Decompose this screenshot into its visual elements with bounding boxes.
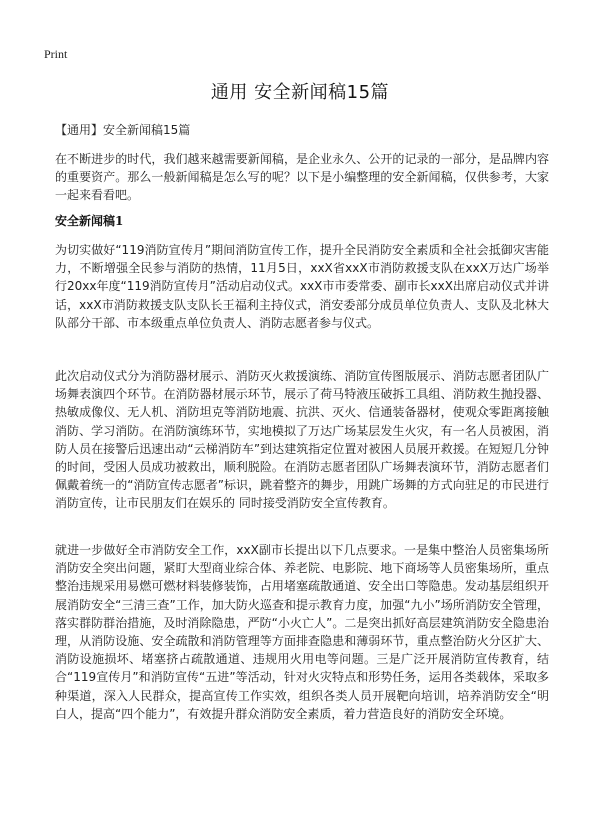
intro-paragraph: 在不断进步的时代，我们越来越需要新闻稿，是企业永久、公开的记录的一部分，是品牌内容的重要资产。那么一般新闻稿是怎么写的呢？以下是小编整理的安全新闻稿，仅供参考，大家一起来看看吧。 [55,152,549,203]
page-title: 通用 安全新闻稿15篇 [210,82,390,103]
body-paragraph-1: 为切实做好“119消防宣传月”期间消防宣传工作，提升全民消防安全素质和全社会抵御灾害能力，不断增强全民参与消防的热情，11月5日，xxX省xxX市消防救援支队在xxX万达广场举行20xx年度“119消防宣传月”活动启动仪式。xxX市市委常委、副市长xxX出席启动仪式并讲话，xxX市消防救援支队支队长王福利主持仪式，消安委部分成员单位负责人、支队及北林大队部分干部、市本级重点单位负责人、消防志愿者参与仪式。 [55,243,549,330]
print-link[interactable]: Print [44,47,68,61]
document-subtitle: 【通用】安全新闻稿15篇 [55,123,191,137]
body-paragraph-3: 就进一步做好全市消防安全工作，xxX副市长提出以下几点要求。一是集中整治人员密集场所消防安全突出问题，紧盯大型商业综合体、养老院、电影院、地下商场等人员密集场所，重点整治违规采用易燃可燃材料装修装饰，占用堵塞疏散通道、安全出口等隐患。发动基层组织开展消防安全“三清三查”工作，加大防火巡查和提示教育力度，加强“九小”场所消防安全管理，落实群防群治措施，及时消除隐患，严防“小火亡人”。二是突出抓好高层建筑消防安全隐患治理，从消防设施、安全疏散和消防管理等方面排查隐患和薄弱环节，重点整治防火分区扩大、消防设施损坏、堵塞挤占疏散通道、违规用火用电等问题。三是广泛开展消防宣传教育，结合“119宣传月”和消防宣传“五进”等活动，针对火灾特点和形势任务，运用各类载体，采取多种渠道，深入人民群众，提高宣传工作实效，组织各类人员开展靶向培训，培养消防安全“明白人，提高“四个能力”，有效提升群众消防安全素质，着力营造良好的消防安全环境。 [55,543,549,721]
section-heading: 安全新闻稿1 [55,214,124,228]
body-paragraph-2: 此次启动仪式分为消防器材展示、消防灭火救援演练、消防宣传图版展示、消防志愿者团队广场舞表演四个环节。在消防器材展示环节，展示了荷马特液压破拆工具组、消防救生抛投器、热敏成像仪、无人机、消防坦克等消防地震、抗洪、灭火、信通装备器材，使观众零距离接触消防、学习消防。在消防演练环节，实地模拟了万达广场某层发生火灾，有一名人员被困，消防人员在接警后迅速出动“云梯消防车”到达建筑指定位置对被困人员展开救援。在短短几分钟的时间，受困人员成功被救出，顺利脱险。在消防志愿者团队广场舞表演环节，消防志愿者们佩戴着统一的“消防宣传志愿者”标识，跳着整齐的舞步，用跳广场舞的方式向驻足的市民进行消防宣传，让市民朋友们在娱乐的 同时接受消防安全宣传教育。 [55,369,549,511]
